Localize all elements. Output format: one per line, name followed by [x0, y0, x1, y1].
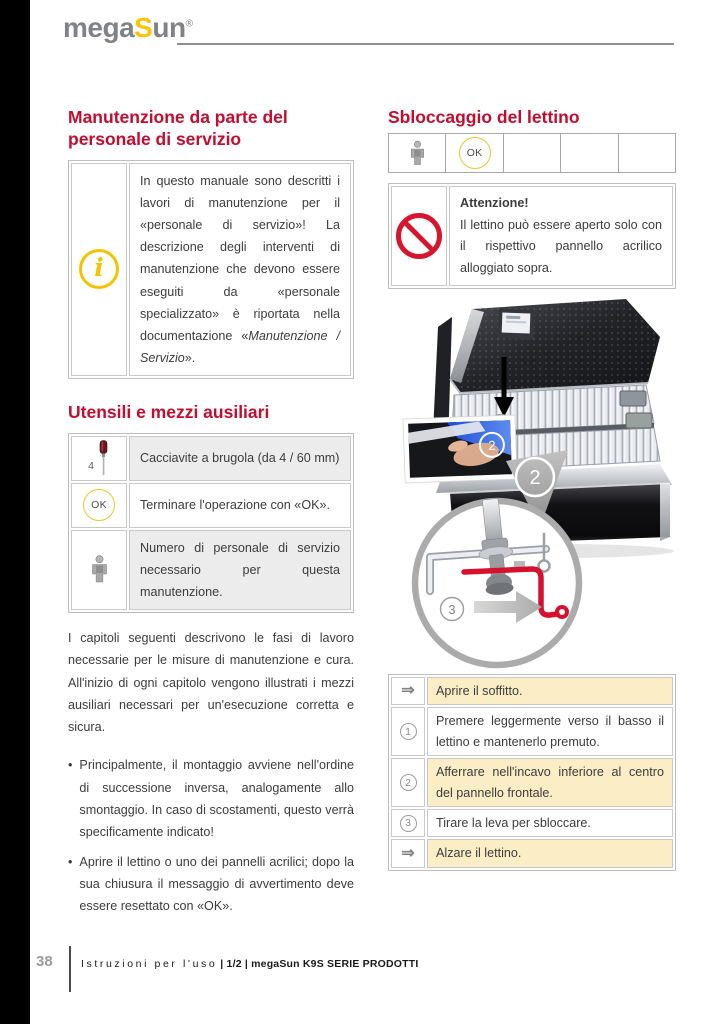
logo-text-un: un	[152, 12, 186, 43]
step-text: Afferrare nell'incavo inferiore al centro del pannello frontale.	[427, 758, 673, 807]
req-cell-ok	[446, 134, 503, 172]
svg-text:3: 3	[448, 603, 456, 618]
logo-text-mega: mega	[63, 12, 135, 43]
tool-text: Terminare l'operazione con «OK».	[129, 483, 351, 528]
info-box-text	[129, 163, 351, 376]
tool-size-label: 4	[88, 459, 94, 472]
footer-text	[81, 958, 419, 970]
req-cell-empty	[561, 134, 618, 172]
tool-text: Cacciavite a brugola (da 4 / 60 mm)	[129, 436, 351, 481]
req-cell-empty	[504, 134, 561, 172]
step-marker-cell	[391, 677, 425, 705]
warning-text-cell	[449, 186, 673, 286]
bullet-glyph: •	[68, 758, 73, 773]
page-number: 38	[36, 953, 53, 970]
bed-canopy	[450, 299, 660, 393]
info-box-icon-cell	[71, 163, 127, 376]
bullet-list	[68, 754, 354, 917]
ok-circle-icon: OK	[459, 137, 491, 169]
bullet-text: Aprire il lettino o uno dei pannelli acrilici; dopo la sua chiusura il messaggio di avvertimento deve essere resettato con «OK».	[79, 854, 354, 914]
step-row	[391, 707, 673, 756]
info-icon: i	[79, 249, 119, 289]
service-person-icon	[409, 140, 426, 167]
registered-mark: ®	[185, 18, 193, 30]
tool-row-person	[71, 530, 351, 610]
step-text: Alzare il lettino.	[427, 839, 673, 867]
side-control-display	[626, 413, 652, 428]
canopy-display	[497, 308, 534, 339]
double-arrow-icon: ⇒	[401, 844, 415, 862]
steps-table	[388, 674, 676, 871]
step-marker-cell	[391, 758, 425, 807]
step-row	[391, 839, 673, 867]
svg-text:2: 2	[529, 467, 541, 490]
step-marker-cell	[391, 839, 425, 867]
warning-text: Il lettino può essere aperto solo con il rispettivo pannello acrilico alloggiato sopra.	[460, 217, 662, 275]
double-arrow-icon: ⇒	[401, 682, 415, 700]
step-text: Tirare la leva per sbloccare.	[427, 809, 673, 837]
footer-divider	[69, 946, 71, 992]
bullet-item	[68, 851, 354, 918]
page-left-edge	[0, 0, 30, 1024]
step-2-marker: 2	[400, 774, 417, 791]
tool-row-screwdriver	[71, 436, 351, 481]
inset-photo	[403, 415, 517, 483]
requirements-strip	[388, 133, 676, 173]
footer-doc-title: Istruzioni per l'uso	[81, 958, 218, 970]
req-cell-empty	[619, 134, 675, 172]
ok-circle-icon: OK	[83, 489, 115, 521]
tool-row-ok	[71, 483, 351, 528]
tools-table	[68, 433, 354, 613]
side-control-display	[620, 391, 646, 406]
footer-product-title: | 1/2 | megaSun K9S SERIE PRODOTTI	[220, 958, 419, 970]
warning-icon-cell	[391, 186, 447, 286]
info-box	[68, 160, 354, 379]
step-marker-cell	[391, 809, 425, 837]
warning-title: Attenzione!	[460, 196, 529, 211]
info-text-run2: ».	[184, 351, 196, 366]
step-row	[391, 758, 673, 807]
tanning-bed-illustration	[388, 295, 676, 671]
step-text: Aprire il soffitto.	[427, 677, 673, 705]
info-text-italic: Manutenzione / Servizio	[140, 328, 340, 366]
body-paragraph: I capitoli seguenti descrivono le fasi di lavoro necessarie per le misure di manutenzione e cura. All'inizio di ogni capitolo vengono illustrati i mezzi ausiliari necessari per un'esecuzione corretta e sicura.	[68, 631, 354, 735]
tool-icon-cell	[71, 436, 127, 481]
bullet-item	[68, 754, 354, 843]
right-column	[388, 106, 676, 871]
section-title-sbloccaggio: Sbloccaggio del lettino	[388, 107, 580, 127]
header-rule	[177, 43, 674, 45]
megasun-logo	[63, 12, 192, 44]
step-1-marker: 1	[400, 723, 417, 740]
step-row	[391, 677, 673, 705]
bullet-text: Principalmente, il montaggio avviene nell'ordine di successione inversa, analogamente allo smontaggio. In caso di scostamenti, questo verrà specificamente indicato!	[79, 758, 354, 840]
bullet-glyph: •	[68, 854, 73, 869]
zoom-detail	[415, 497, 579, 665]
step-marker-cell	[391, 707, 425, 756]
info-text-run: In questo manuale sono descritti i lavori di manutenzione per il «personale di servizio»! La descrizione degli interventi di manutenzione che devono essere eseguiti da «personale specializzato» è riportata nella documentazione «	[140, 173, 340, 343]
tool-icon-cell	[71, 530, 127, 610]
req-cell-person	[389, 134, 446, 172]
step-3-marker: 3	[400, 815, 417, 832]
section-title-manutenzione: Manutenzione da parte del personale di servizio	[68, 107, 288, 150]
section-title-utensili: Utensili e mezzi ausiliari	[68, 402, 270, 423]
tool-text: Numero di personale di servizio necessario per questa manutenzione.	[129, 530, 351, 610]
step-row	[391, 809, 673, 837]
svg-text:2: 2	[488, 437, 496, 454]
figure-marker-3	[441, 598, 464, 621]
warning-box	[388, 183, 676, 289]
allen-screwdriver-icon	[97, 440, 110, 477]
logo-text-s: S	[134, 12, 153, 43]
left-column	[68, 106, 354, 924]
service-person-icon	[90, 555, 109, 584]
tool-icon-cell	[71, 483, 127, 528]
step-text: Premere leggermente verso il basso il lettino e mantenerlo premuto.	[427, 707, 673, 756]
prohibition-icon	[396, 213, 442, 259]
